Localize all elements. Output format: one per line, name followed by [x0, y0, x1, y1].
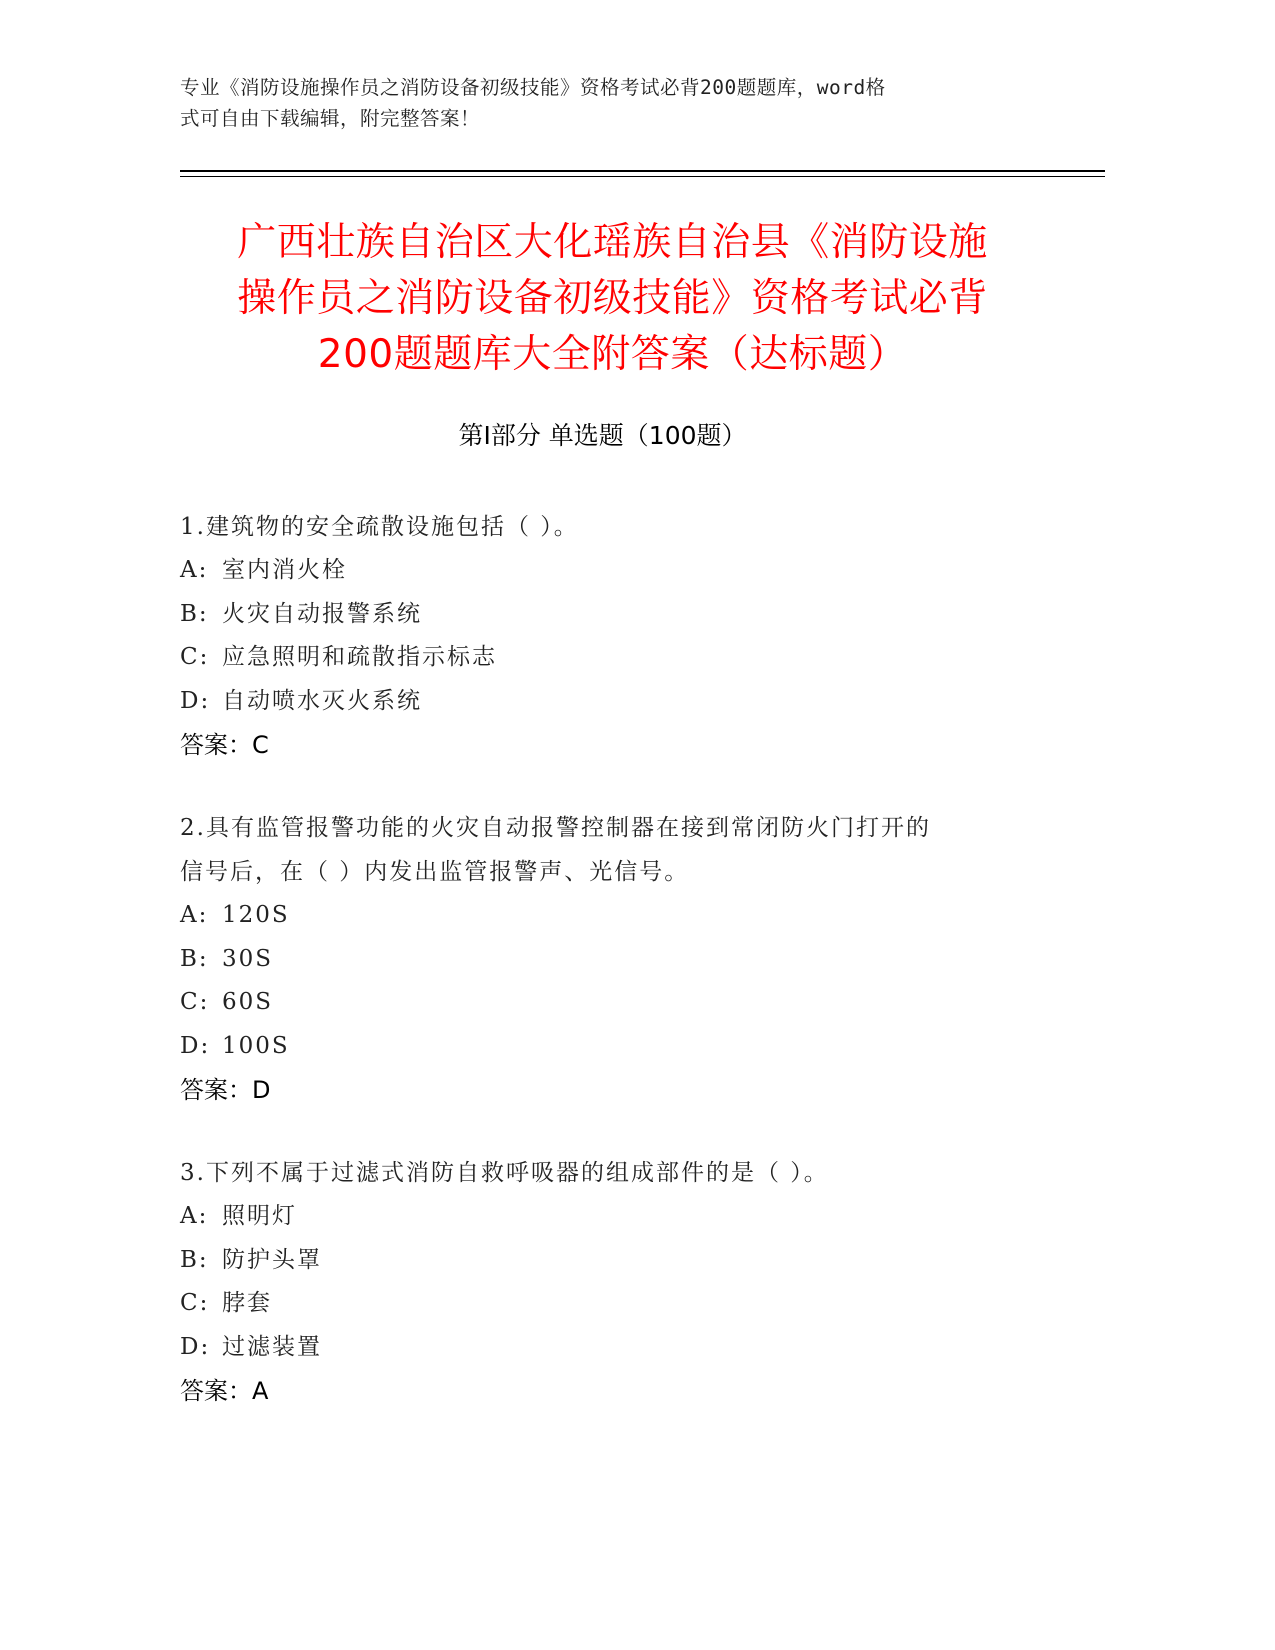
option-text: 过滤装置 [222, 1333, 322, 1360]
document-title-line-2: 操作员之消防设备初级技能》资格考试必背 [237, 276, 988, 321]
option-letter: B: [180, 1246, 209, 1273]
question-stem: 1.建筑物的安全疏散设施包括（ ）。 [180, 514, 579, 540]
header-note-line-1: 专业《消防设施操作员之消防设备初级技能》资格考试必背200题题库，word格 [180, 76, 886, 99]
option-a [180, 894, 1025, 938]
question-stem-line-2: 信号后，在（ ）内发出监管报警声、光信号。 [180, 859, 690, 885]
option-letter: A: [180, 1203, 209, 1229]
option-c [180, 981, 1025, 1025]
option-a [180, 549, 1025, 593]
option-text: 照明灯 [222, 1203, 297, 1229]
option-text: 120S [222, 902, 290, 928]
option-c [180, 1282, 1025, 1326]
option-text: 室内消火栓 [222, 557, 347, 583]
header-note-line-2: 式可自由下载编辑，附完整答案！ [180, 107, 481, 130]
section-title: 第Ⅰ部分 单选题（100题） [458, 421, 747, 450]
document-title [150, 215, 1075, 383]
option-letter: A: [180, 902, 209, 928]
option-letter: D: [180, 1032, 211, 1059]
option-b [180, 938, 1025, 982]
option-text: 脖套 [222, 1290, 272, 1316]
option-b [180, 593, 1025, 637]
question-stem-line-1: 2.具有监管报警功能的火灾自动报警控制器在接到常闭防火门打开的 [180, 815, 931, 841]
question-1 [180, 505, 1025, 767]
question-list [180, 505, 1025, 1452]
option-letter: D: [180, 687, 211, 714]
option-letter: B: [180, 600, 209, 627]
option-c [180, 636, 1025, 680]
document-title-line-1: 广西壮族自治区大化瑶族自治县《消防设施 [237, 220, 988, 265]
header-rule-thin [180, 176, 1105, 177]
answer-line: 答案：D [180, 1076, 271, 1104]
option-letter: C: [180, 644, 210, 670]
header-rule-thick [180, 170, 1105, 172]
option-text: 30S [222, 945, 274, 972]
option-text: 应急照明和疏散指示标志 [222, 644, 497, 670]
header-note [180, 72, 1025, 134]
option-text: 自动喷水灭火系统 [222, 687, 422, 714]
option-letter: B: [180, 945, 209, 972]
option-a [180, 1195, 1025, 1239]
option-letter: D: [180, 1333, 211, 1360]
option-d [180, 1025, 1025, 1069]
answer-line: 答案：A [180, 1377, 269, 1405]
option-text: 60S [222, 989, 274, 1015]
option-d [180, 1326, 1025, 1370]
option-text: 防护头罩 [222, 1246, 322, 1273]
option-text: 100S [222, 1032, 290, 1059]
question-2 [180, 806, 1025, 1112]
option-letter: C: [180, 1290, 210, 1316]
option-b [180, 1239, 1025, 1283]
option-text: 火灾自动报警系统 [222, 600, 422, 627]
answer-line: 答案：C [180, 731, 269, 759]
document-title-line-3: 200题题库大全附答案（达标题） [317, 332, 908, 377]
option-letter: C: [180, 989, 210, 1015]
option-d [180, 680, 1025, 724]
question-stem: 3.下列不属于过滤式消防自救呼吸器的组成部件的是（ ）。 [180, 1160, 829, 1186]
option-letter: A: [180, 557, 209, 583]
question-3 [180, 1151, 1025, 1413]
